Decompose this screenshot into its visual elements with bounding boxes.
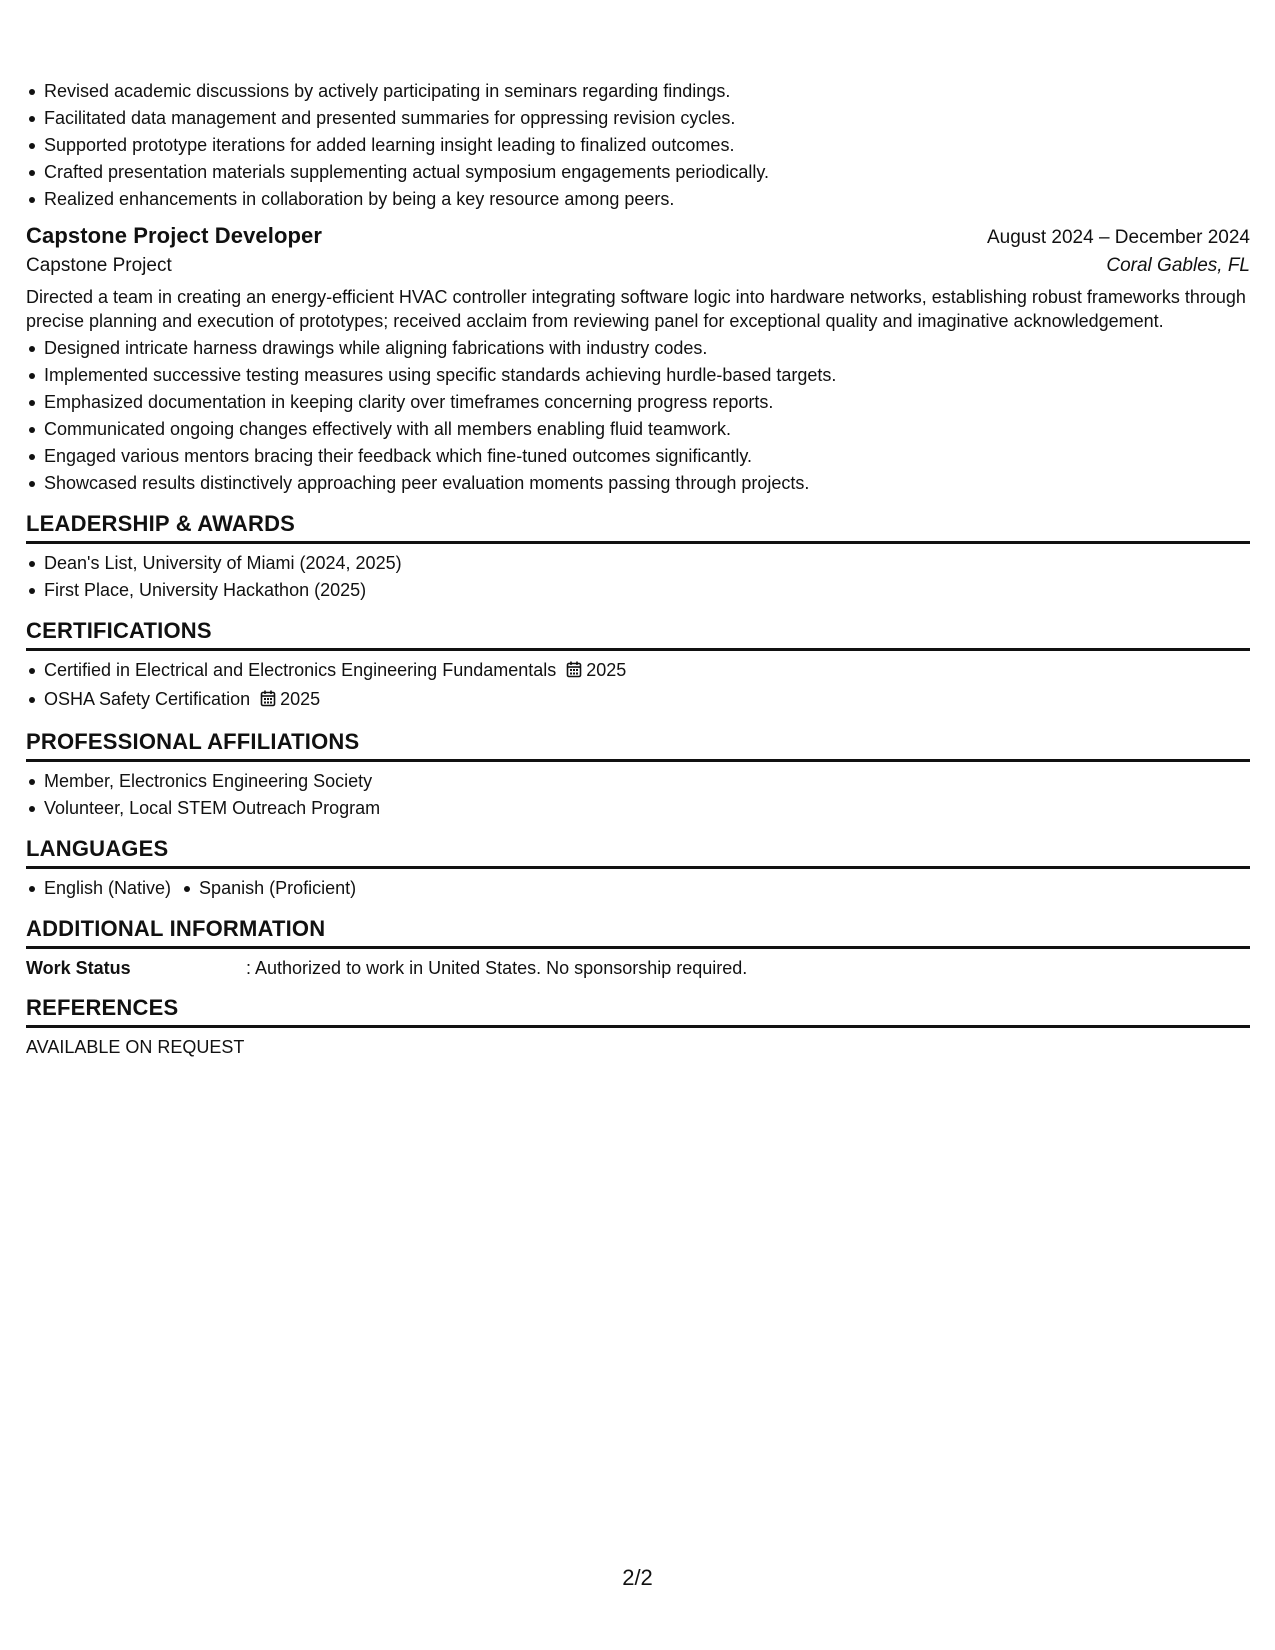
list-item: Showcased results distinctively approaching peer evaluation moments passing through projects. [44, 470, 1250, 497]
capstone-bullets [26, 335, 1250, 497]
references-section [26, 995, 1250, 1060]
certification-name: Certified in Electrical and Electronics Engineering Fundamentals [44, 660, 557, 680]
list-item: Revised academic discussions by actively participating in seminars regarding findings. [44, 78, 1250, 105]
certifications-list [26, 657, 1250, 715]
additional-info-section [26, 916, 1250, 981]
list-item: Crafted presentation materials supplementing actual symposium engagements periodically. [44, 159, 1250, 186]
languages-section [26, 836, 1250, 902]
list-item: Spanish (Proficient) [199, 875, 356, 902]
list-item: English (Native) [44, 875, 171, 902]
list-item: Realized enhancements in collaboration by being a key resource among peers. [44, 186, 1250, 213]
section-title: CERTIFICATIONS [26, 618, 1250, 651]
work-status-row [26, 955, 1250, 981]
job-title: Capstone Project Developer [26, 223, 323, 248]
job-dates: August 2024 – December 2024 [986, 227, 1250, 248]
work-status-label: Work Status [26, 958, 131, 978]
section-title: LANGUAGES [26, 836, 1250, 869]
section-title: ADDITIONAL INFORMATION [26, 916, 1250, 949]
capstone-header [26, 223, 1250, 249]
previous-role-bullets [26, 78, 1250, 213]
resume-page [26, 78, 1250, 1060]
list-item: Supported prototype iterations for added learning insight leading to finalized outcomes. [44, 132, 1250, 159]
list-item: Volunteer, Local STEM Outreach Program [44, 795, 1250, 822]
list-item: Implemented successive testing measures using specific standards achieving hurdle-based targets. [44, 362, 1250, 389]
section-title: LEADERSHIP & AWARDS [26, 511, 1250, 544]
languages-list [26, 875, 1250, 902]
certifications-section [26, 618, 1250, 715]
certification-name: OSHA Safety Certification [44, 689, 251, 709]
list-item: Designed intricate harness drawings while aligning fabrications with industry codes. [44, 335, 1250, 362]
certification-year: 2025 [586, 660, 627, 680]
job-organization: Capstone Project [26, 255, 172, 276]
calendar-icon [260, 688, 276, 715]
affiliations-list [26, 768, 1250, 822]
certification-year: 2025 [280, 689, 321, 709]
page-number: 2/2 [622, 1565, 653, 1590]
list-item: Emphasized documentation in keeping clarity over timeframes concerning progress reports. [44, 389, 1250, 416]
affiliations-section [26, 729, 1250, 822]
calendar-icon [566, 659, 582, 686]
capstone-subheader [26, 255, 1250, 277]
list-item: Facilitated data management and presented summaries for oppressing revision cycles. [44, 105, 1250, 132]
job-description: Directed a team in creating an energy-efficient HVAC controller integrating software logic into hardware networks, establishing robust frameworks through precise planning and execution of prototypes; received acclaim from reviewing panel for exceptional quality and imaginative acknowledgement. [26, 287, 1246, 331]
list-item: Dean's List, University of Miami (2024, 2025) [44, 550, 1250, 577]
list-item: Engaged various mentors bracing their feedback which fine-tuned outcomes significantly. [44, 443, 1250, 470]
work-status-value: : Authorized to work in United States. No sponsorship required. [246, 958, 748, 978]
job-location: Coral Gables, FL [1106, 255, 1250, 276]
section-title: REFERENCES [26, 995, 1250, 1028]
list-item: Communicated ongoing changes effectively with all members enabling fluid teamwork. [44, 416, 1250, 443]
leadership-list [26, 550, 1250, 604]
references-text: AVAILABLE ON REQUEST [26, 1037, 245, 1057]
list-item: First Place, University Hackathon (2025) [44, 577, 1250, 604]
list-item [44, 686, 1250, 715]
list-item: Member, Electronics Engineering Society [44, 768, 1250, 795]
leadership-section [26, 511, 1250, 604]
section-title: PROFESSIONAL AFFILIATIONS [26, 729, 1250, 762]
list-item [44, 657, 1250, 686]
